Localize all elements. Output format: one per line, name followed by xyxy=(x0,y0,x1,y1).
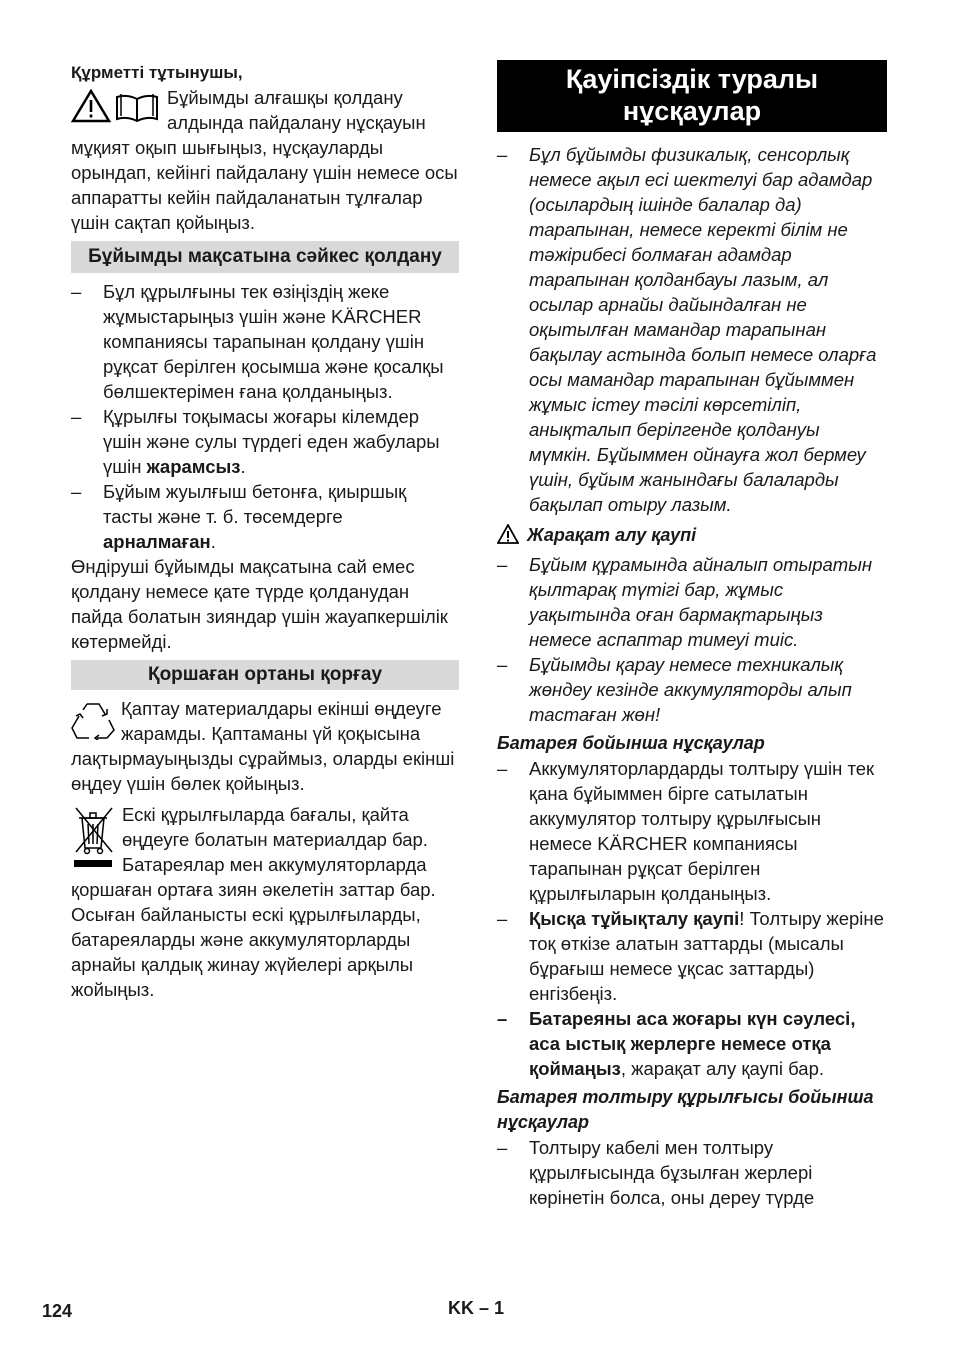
recycle-icon xyxy=(71,700,115,740)
warning-manual-icon xyxy=(71,89,161,123)
list-item: – Бұйым құрамында айналып отыратын қылтарақ түтігі бар, жұмыс уақытында оған бармақтарыңыз немесе аспаптар тимеуі тиіс. xyxy=(497,552,887,652)
list-item: – Бұйым жуылғыш бетонға, қиыршық тасты және т. б. төсемдерге арналмаған. xyxy=(71,479,459,554)
left-column xyxy=(71,60,459,1002)
intro-block xyxy=(71,85,459,235)
list-item: – Құрылғы тоқымасы жоғары кілемдер үшін және сулы түрдегі еден жабулары үшін жарамсыз. xyxy=(71,404,459,479)
intro-text: Бұйымды алғашқы қолдану алдында пайдалану нұсқауын мұқият оқып шығыңыз, нұсқауларды орындап, кейінгі пайдалану үшін немесе осы аппаратты кейін пайдаланатын тұлғалар үшін сақтап қойыңыз. xyxy=(71,87,458,233)
crossed-bin-icon xyxy=(72,806,116,870)
warning-triangle-icon xyxy=(497,524,519,544)
recycle-block xyxy=(71,696,459,796)
weee-text: Ескі құрылғыларда бағалы, қайта өңдеуге болатын материалдар бар. Батареялар мен аккумуляторларда қоршаған ортаға зиян әкелетін заттар бар. Осыған байланысты ескі құрылғыларды, батареяларды және аккумуляторларды арнайы қалдық жинау жүйелері арқылы жойыңыз. xyxy=(71,804,436,1000)
injury-warning-heading: Жарақат алу қаупі xyxy=(497,523,887,548)
liability-paragraph: Өндіруші бұйымды мақсатына сай емес қолдану немесе қате түрде қолданудан пайда болатын зияндар үшін жауапкершілік көтермейді. xyxy=(71,556,448,652)
injury-list xyxy=(497,552,887,727)
page-number: 124 xyxy=(42,1301,73,1321)
page-code: KK – 1 xyxy=(448,1298,505,1318)
list-item: – Батареяны аса жоғары күн сәулесі, аса ыстық жерлерге немесе отқа қоймаңыз, жарақат алу қаупі бар. xyxy=(497,1006,887,1081)
list-item: – Аккумуляторлардарды толтыру үшін тек қана бұйыммен бірге сатылатын аккумулятор толтыру құрылғысын немесе KÄRCHER компаниясы тарапынан рұқсат берілген құрылғыларын қолданыңыз. xyxy=(497,756,887,906)
intended-use-list xyxy=(71,279,459,554)
list-item: – Бұйымды қарау немесе техникалық жөндеу кезінде аккумуляторды алып тастаған жөн! xyxy=(497,652,887,727)
greeting: Құрметті тұтынушы, xyxy=(71,63,243,82)
section-intended-use-title: Бұйымды мақсатына сәйкес қолдану xyxy=(71,241,459,273)
right-column xyxy=(497,60,887,1210)
list-item: – Бұл бұйымды физикалық, сенсорлық немесе ақыл есі шектелуі бар адамдар (осылардың ішінде балалар да) тарапынан, немесе керекті білім не тәжірибесі болмаған адамдар тарапынан қолданбауы лазым, ал осылар арнайы дайындалған не оқытылған мамандар тарапынан бақылау астында болып немесе оларға осы мамандар тарапынан бұйыммен жұмыс істеу тәсілі көрсетіліп, анықталып берілгенде қолдануы мүмкін. Бұйыммен ойнауға жол бермеу үшін, бұйым жанындағы балаларды бақылап отыру лазым. xyxy=(497,142,887,517)
recycle-text: Қаптау материалдары екінші өңдеуге жарамды. Қаптаманы үй қоқысына лақтырмауыңызды сұраймыз, оларды екінші өңдеу үшін бөлек қойыңыз. xyxy=(71,698,455,794)
children-list xyxy=(497,142,887,517)
battery-heading: Батарея бойынша нұсқаулар xyxy=(497,733,765,753)
charger-list xyxy=(497,1135,887,1210)
list-item: – Толтыру кабелі мен толтыру құрылғысында бұзылған жерлері көрінетін болса, оны дереу түрде xyxy=(497,1135,887,1210)
list-item: – Бұл құрылғыны тек өзіңіздің жеке жұмыстарыңыз үшін және KÄRCHER компаниясы тарапынан қолдану үшін рұқсат берілген қосымша және қосалқы бөлшектерімен ғана қолданыңыз. xyxy=(71,279,459,404)
section-environment-title: Қоршаған ортаны қорғау xyxy=(71,660,459,690)
charger-heading: Батарея толтыру құрылғысы бойынша нұсқаулар xyxy=(497,1087,874,1132)
safety-title: Қауіпсіздік туралы нұсқаулар xyxy=(497,60,887,132)
battery-list xyxy=(497,756,887,1081)
weee-block xyxy=(71,802,459,1002)
list-item: – Қысқа тұйықталу қаупі! Толтыру жеріне тоқ өткізе алатын заттарды (мысалы бұрағыш немесе ұқсас заттарды) енгізбеңіз. xyxy=(497,906,887,1006)
